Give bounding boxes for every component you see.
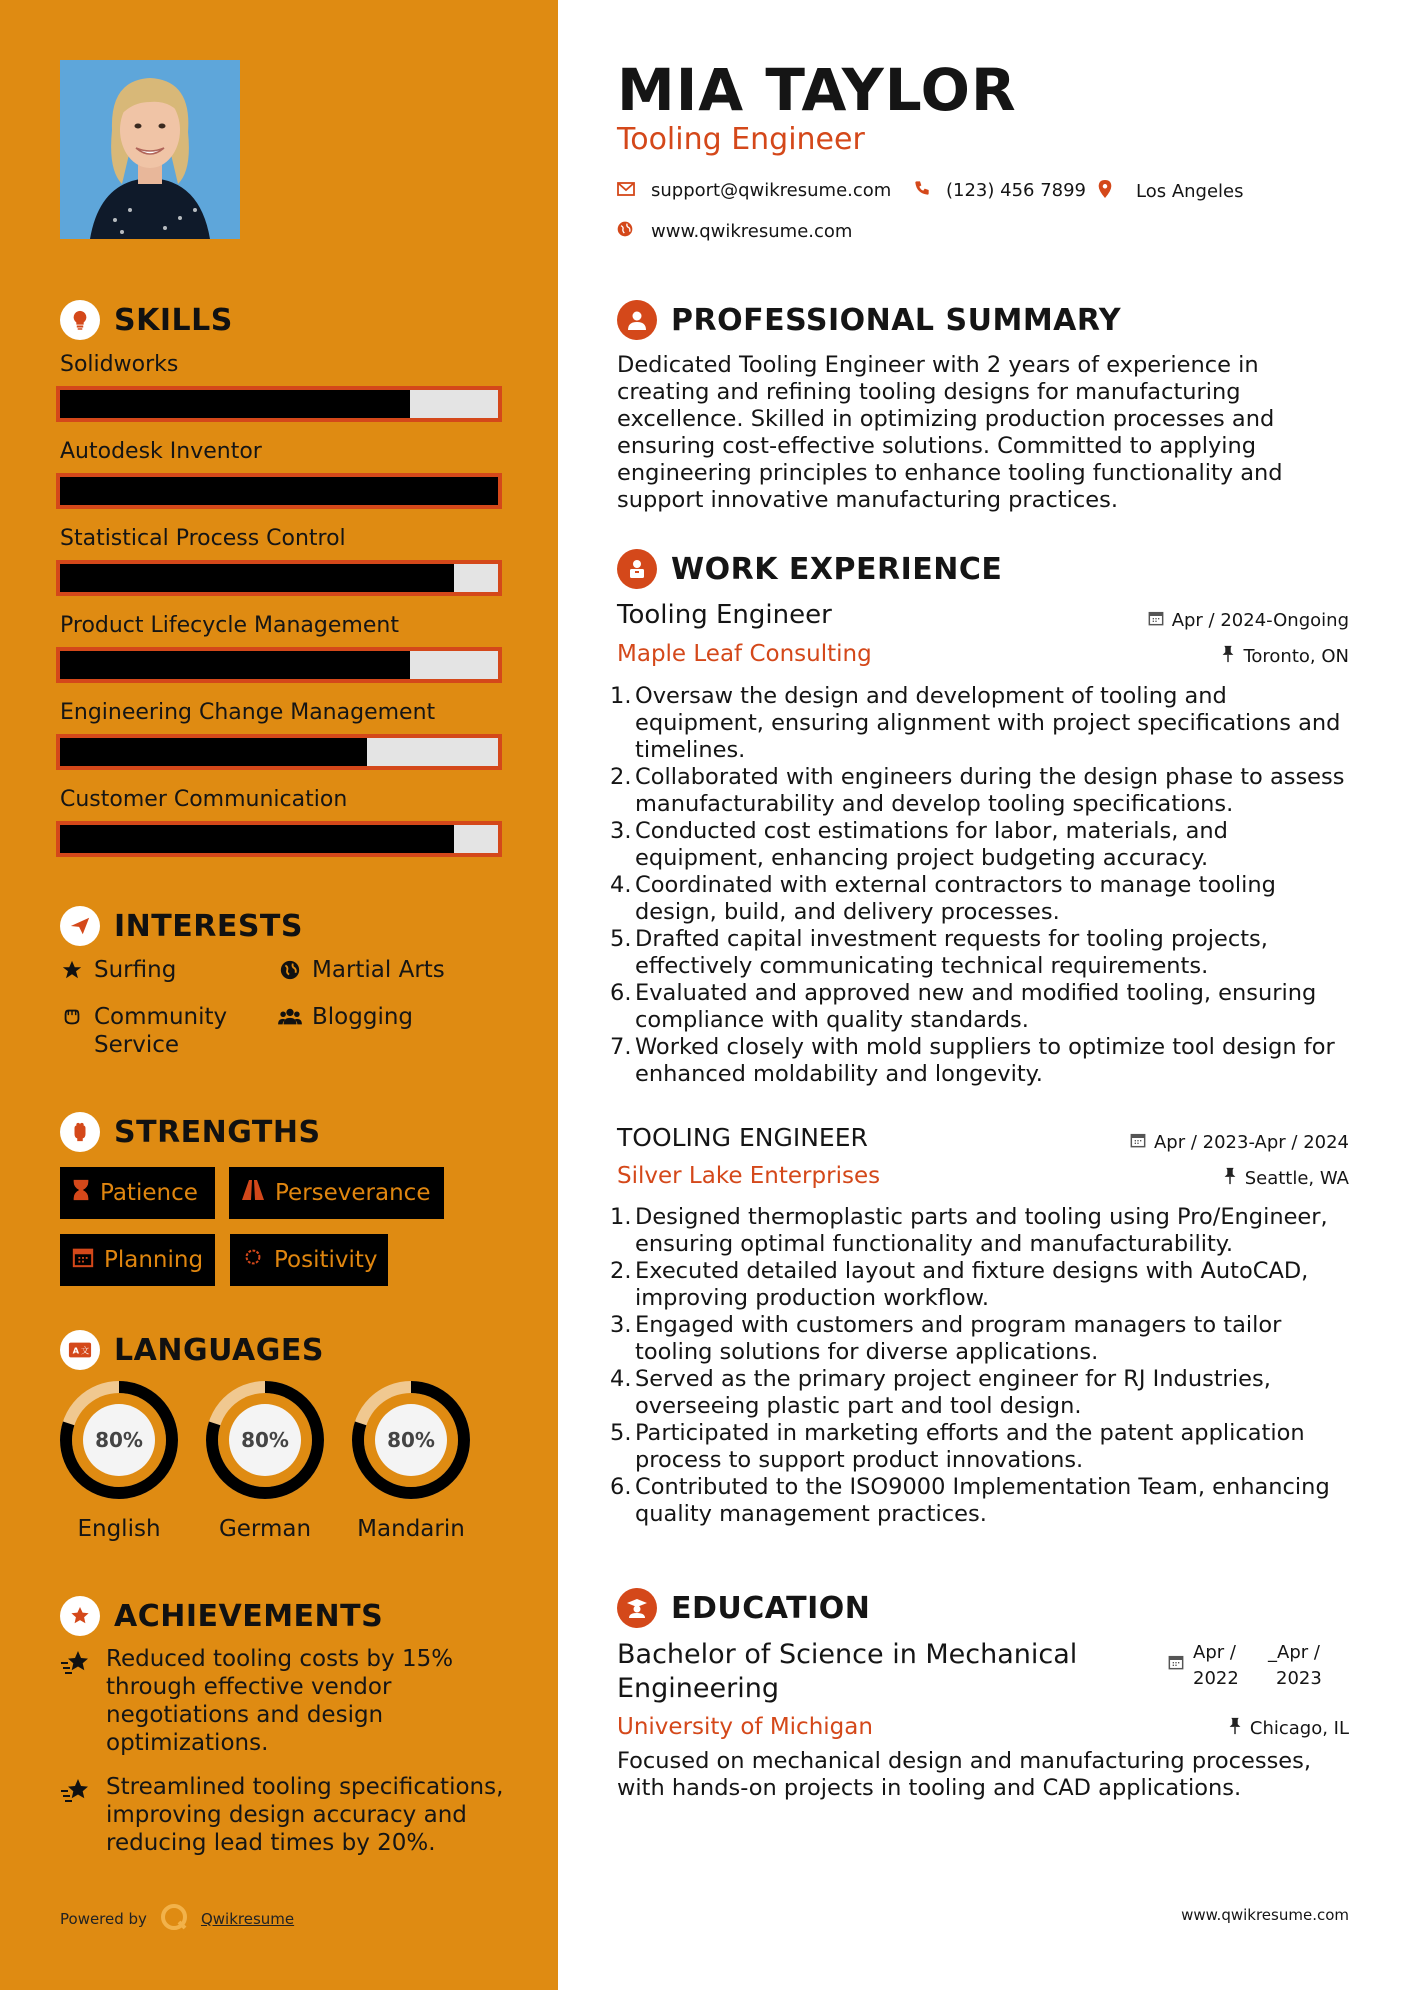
job-bullets [610, 1204, 1358, 1528]
phone-text: (123) 456 7899 [946, 180, 1087, 201]
language-icon [60, 1330, 100, 1370]
job-location [1223, 1167, 1349, 1190]
language-item [349, 1378, 473, 1558]
strength-label: Perseverance [275, 1180, 431, 1206]
pin-icon [1228, 1717, 1242, 1740]
bullet-item: 7. Worked closely with mold suppliers to optimize tool design for enhanced moldability and longevity. [610, 1034, 1335, 1087]
language-name: Mandarin [357, 1516, 465, 1542]
email-text: support@qwikresume.com [651, 180, 892, 201]
skill-bar [56, 734, 502, 770]
phone-icon [914, 180, 930, 201]
skill-bar [56, 647, 502, 683]
summary-title: PROFESSIONAL SUMMARY [671, 302, 1122, 338]
strengths-title: STRENGTHS [114, 1114, 321, 1150]
strength-label: Planning [104, 1247, 204, 1273]
skill-label: Customer Communication [60, 787, 348, 812]
interest-item [60, 956, 176, 984]
languages-heading [60, 1330, 324, 1370]
interest-item [60, 1003, 234, 1059]
skill-fill [60, 564, 454, 592]
shooting-star-icon [60, 1773, 92, 1857]
bullet-item: 4. Coordinated with external contractors to manage tooling design, build, and delivery processes. [610, 872, 1276, 925]
bullet-item: 1. Designed thermoplastic parts and tooling using Pro/Engineer, ensuring optimal functionality and manufacturability. [610, 1204, 1328, 1257]
pin-icon [1221, 645, 1235, 668]
map-pin-icon [1098, 180, 1112, 203]
interest-label: Martial Arts [312, 957, 445, 983]
job-location-text: Seattle, WA [1244, 1168, 1349, 1189]
svg-text:文: 文 [80, 1345, 90, 1356]
contact-email[interactable] [617, 180, 891, 201]
users-icon [278, 1003, 302, 1031]
powered-prefix: Powered by [60, 1910, 147, 1928]
skill-label: Autodesk Inventor [60, 439, 262, 464]
website-text: www.qwikresume.com [651, 221, 853, 242]
globe-icon [278, 956, 302, 984]
shooting-star-icon [60, 1645, 92, 1757]
school-name: University of Michigan [617, 1714, 873, 1740]
education-end-date: _Apr / 2023 [1268, 1642, 1322, 1689]
achievement-text: Streamlined tooling specifications, improving design accuracy and reducing lead times by 20%. [106, 1774, 504, 1856]
candidate-role: Tooling Engineer [617, 122, 865, 157]
location-text: Los Angeles [1136, 181, 1244, 202]
qwikresume-logo-icon [159, 1902, 189, 1936]
achievement-item [60, 1773, 526, 1857]
footer-website[interactable]: www.qwikresume.com [1181, 1906, 1349, 1924]
strength-label: Patience [100, 1180, 198, 1206]
interest-label: Surfing [94, 957, 177, 983]
lightbulb-icon [60, 300, 100, 340]
calendar-icon [72, 1246, 94, 1274]
skill-label: Engineering Change Management [60, 700, 436, 725]
road-icon [241, 1180, 265, 1206]
pin-icon [1223, 1167, 1237, 1190]
skill-fill [60, 390, 410, 418]
star-icon [60, 956, 84, 984]
education-location-text: Chicago, IL [1249, 1718, 1349, 1739]
bullet-item: 6. Evaluated and approved new and modified tooling, ensuring compliance with quality standards. [610, 980, 1317, 1033]
achievements-heading [60, 1596, 383, 1636]
skill-label: Statistical Process Control [60, 526, 346, 551]
company-name: Maple Leaf Consulting [617, 641, 872, 667]
strength-badge [230, 1234, 388, 1286]
job-dates [1130, 1132, 1349, 1153]
education-start-date: Apr / 2022 [1193, 1642, 1239, 1689]
contact-website[interactable] [617, 221, 852, 242]
language-name: English [77, 1516, 161, 1542]
interest-item [278, 1003, 413, 1031]
profile-photo [60, 60, 240, 239]
skill-fill [60, 825, 454, 853]
skill-bar [56, 473, 502, 509]
education-title: EDUCATION [671, 1590, 871, 1626]
summary-heading [617, 300, 1121, 340]
degree-title: Bachelor of Science in Mechanical Engineering [617, 1639, 1078, 1704]
hourglass-icon [72, 1179, 90, 1207]
education-location [1228, 1717, 1349, 1740]
bullet-item: 2. Collaborated with engineers during the design phase to assess manufacturability and develop tooling specifications. [610, 764, 1345, 817]
contact-phone[interactable] [914, 180, 1086, 201]
language-percent: 80% [241, 1428, 289, 1452]
calendar-icon [1130, 1132, 1146, 1153]
sidebar [0, 0, 558, 1990]
language-ring [349, 1378, 473, 1502]
bullet-item: 3. Engaged with customers and program managers to tailor tooling solutions for diverse applications. [610, 1312, 1282, 1365]
company-name: Silver Lake Enterprises [617, 1163, 881, 1189]
skill-bar [56, 560, 502, 596]
skill-label: Product Lifecycle Management [60, 613, 399, 638]
strength-label: Positivity [274, 1247, 378, 1273]
sun-icon [242, 1246, 264, 1274]
fist-icon [60, 1112, 100, 1152]
interest-label: Community Service [94, 1004, 228, 1058]
strength-badge [60, 1167, 215, 1219]
language-ring [203, 1378, 327, 1502]
skills-heading [60, 300, 233, 340]
language-item [203, 1378, 327, 1558]
bullet-item: 5. Drafted capital investment requests for tooling projects, effectively communicating technical requirements. [610, 926, 1268, 979]
strength-badge [229, 1167, 444, 1219]
job-bullets [610, 683, 1358, 1088]
calendar-icon [1168, 1654, 1184, 1674]
briefcase-user-icon [617, 549, 657, 589]
award-icon [60, 1596, 100, 1636]
bullet-item: 4. Served as the primary project engineer for RJ Industries, overseeing plastic part and tool design. [610, 1366, 1271, 1419]
language-percent: 80% [95, 1428, 143, 1452]
education-heading [617, 1588, 870, 1628]
contact-location [1098, 180, 1244, 203]
bullet-item: 2. Executed detailed layout and fixture designs with AutoCAD, improving production workflow. [610, 1258, 1309, 1311]
user-icon [617, 300, 657, 340]
skill-fill [60, 651, 410, 679]
job-title: Tooling Engineer [617, 600, 832, 630]
skills-title: SKILLS [114, 302, 233, 338]
hand-icon [60, 1003, 84, 1031]
skill-fill [60, 738, 367, 766]
achievements-title: ACHIEVEMENTS [114, 1598, 384, 1634]
experience-heading [617, 549, 1002, 589]
education-description: Focused on mechanical design and manufacturing processes, with hands-on projects in tooling and CAD applications. [617, 1748, 1312, 1801]
language-item [57, 1378, 181, 1558]
skill-label: Solidworks [60, 352, 179, 377]
calendar-icon [1148, 610, 1164, 631]
paper-plane-icon [60, 906, 100, 946]
interests-title: INTERESTS [114, 908, 303, 944]
job-dates [1148, 610, 1349, 631]
summary-text: Dedicated Tooling Engineer with 2 years of experience in creating and refining tooling designs for manufacturing excellence. Skilled in optimizing production processes and ensuring cost-effective solutions. Committed to applying engineering principles to enhance tooling functionality and support innovative manufacturing practices. [617, 352, 1283, 513]
bullet-item: 1. Oversaw the design and development of tooling and equipment, ensuring alignment with project specifications and timelines. [610, 683, 1341, 763]
globe-icon [617, 221, 633, 242]
interest-item [278, 956, 445, 984]
svg-text:A: A [72, 1345, 80, 1356]
experience-title: WORK EXPERIENCE [671, 551, 1003, 587]
powered-by [60, 1902, 294, 1936]
skill-fill [60, 477, 498, 505]
candidate-name: MIA TAYLOR [617, 56, 1017, 124]
strengths-heading [60, 1112, 321, 1152]
language-name: German [218, 1516, 312, 1542]
qwikresume-link[interactable]: Qwikresume [200, 1910, 295, 1928]
languages-title: LANGUAGES [114, 1332, 324, 1368]
envelope-icon [617, 180, 635, 201]
skill-bar [56, 821, 502, 857]
language-ring [57, 1378, 181, 1502]
achievement-text: Reduced tooling costs by 15% through effective vendor negotiations and design optimizations. [106, 1646, 454, 1756]
job-dates-text: Apr / 2023-Apr / 2024 [1153, 1132, 1349, 1153]
bullet-item: 5. Participated in marketing efforts and the patent application process to support product innovations. [610, 1420, 1305, 1473]
job-title: TOOLING ENGINEER [617, 1123, 868, 1152]
bullet-item: 6. Contributed to the ISO9000 Implementation Team, enhancing quality management practices. [610, 1474, 1330, 1527]
interest-label: Blogging [312, 1004, 414, 1030]
job-dates-text: Apr / 2024-Ongoing [1171, 610, 1349, 631]
graduate-icon [617, 1588, 657, 1628]
skill-bar [56, 386, 502, 422]
interests-heading [60, 906, 303, 946]
achievement-item [60, 1645, 526, 1757]
strength-badge [60, 1234, 215, 1286]
language-percent: 80% [387, 1428, 435, 1452]
bullet-item: 3. Conducted cost estimations for labor, materials, and equipment, enhancing project budgeting accuracy. [610, 818, 1228, 871]
job-location [1221, 645, 1349, 668]
job-location-text: Toronto, ON [1243, 646, 1349, 667]
